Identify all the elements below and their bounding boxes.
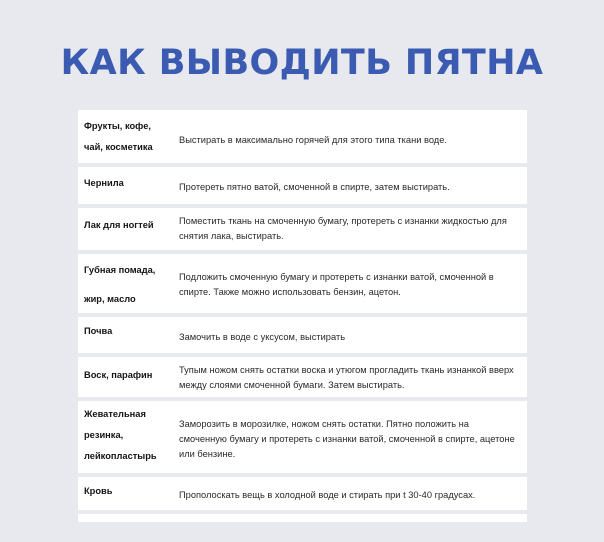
removal-instructions: Тупым ножом снять остатки воска и утюгом прогладить ткань изнанкой вверх между слоями смоченной бумаги. Затем выстирать. xyxy=(179,365,514,390)
stain-type-label: Воск, парафин xyxy=(84,370,153,380)
stain-type-label: Чернила xyxy=(84,178,124,188)
stain-type-label: Лак для ногтей xyxy=(84,220,154,230)
removal-instructions: Протереть пятно ватой, смоченной в спирте, затем выстирать. xyxy=(179,182,450,192)
removal-instructions: Замочить в воде с уксусом, выстирать xyxy=(179,332,346,342)
removal-instructions: Прополоскать вещь в холодной воде и стирать при t 30-40 градусах. xyxy=(179,490,476,500)
table-row xyxy=(78,477,527,510)
removal-instructions: Подложить смоченную бумагу и протереть с изнанки ватой, смоченной в спирте. Также можно использовать бензин, ацетон. xyxy=(179,272,494,297)
table-row xyxy=(78,317,527,353)
table-row xyxy=(78,110,527,163)
stain-type-label: Фрукты, кофе, чай, косметика xyxy=(84,121,153,152)
stain-type-label: Жевательная резинка, лейкопластырь xyxy=(84,409,157,461)
table-row xyxy=(78,401,527,473)
removal-instructions: Заморозить в морозилке, ножом снять остатки. Пятно положить на смоченную бумагу и протереть с изнанки ватой, смоченной в спирте, ацетоне или бензине. xyxy=(179,419,515,459)
stain-removal-table xyxy=(78,110,527,522)
stain-type-label: Губная помада, жир, масло xyxy=(84,265,156,304)
table-row xyxy=(78,254,527,313)
stain-type-label: Кровь xyxy=(84,486,113,496)
removal-instructions: Выстирать в максимально горячей для этого типа ткани воде. xyxy=(179,135,447,145)
page-title: КАК ВЫВОДИТЬ ПЯТНА xyxy=(60,43,544,83)
table-row-empty xyxy=(78,514,527,522)
stain-type-label: Почва xyxy=(84,326,113,336)
table-row xyxy=(78,208,527,250)
table-row xyxy=(78,167,527,204)
table-row xyxy=(78,357,527,397)
removal-instructions: Поместить ткань на смоченную бумагу, протереть с изнанки жидкостью для снятия лака, выстирать. xyxy=(179,216,507,241)
